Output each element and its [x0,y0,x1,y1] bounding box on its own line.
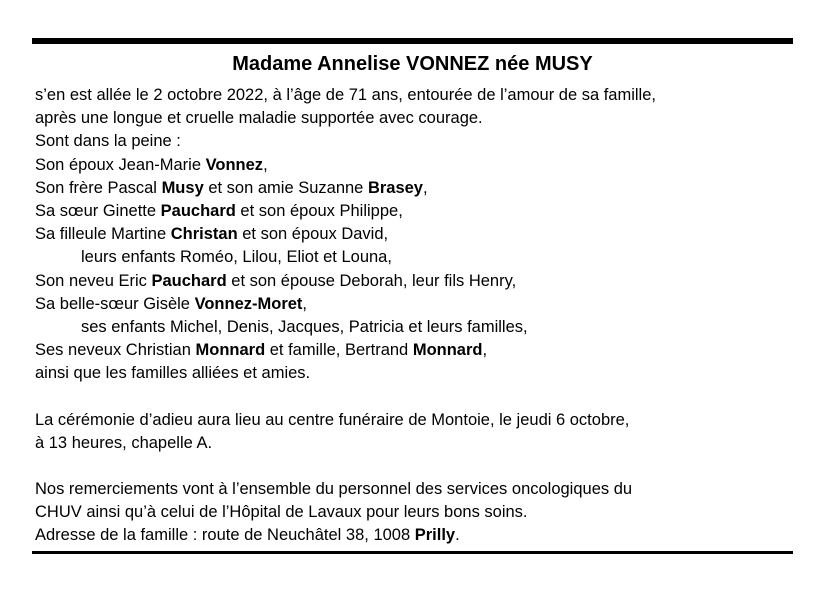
ceremony-line: La cérémonie d’adieu aura lieu au centre funéraire de Montoie, le jeudi 6 octobre, [35,410,630,429]
mourner-line: Sa belle-sœur Gisèle Vonnez-Moret, [35,294,308,313]
family-name: Christan [170,225,238,244]
family-name: Pauchard [160,202,236,221]
mourner-line-indented: leurs enfants Roméo, Lilou, Eliot et Louna, [81,248,392,267]
mourner-line: Sa sœur Ginette Pauchard et son époux Philippe, [35,202,403,221]
mourner-line: ainsi que les familles alliées et amies. [35,364,311,383]
mourner-line: Sa filleule Martine Christan et son époux David, [35,225,389,244]
family-name: Monnard [412,341,483,360]
ceremony-line: à 13 heures, chapelle A. [35,433,213,452]
family-name: Vonnez-Moret [194,294,303,313]
intro-line: s’en est allée le 2 octobre 2022, à l’âge de 71 ans, entourée de l’amour de sa famille, [35,86,656,104]
family-name: Pauchard [151,271,227,290]
thanks-paragraph [35,478,793,548]
intro-line: Sont dans la peine : [35,132,181,151]
family-name: Musy [161,178,204,197]
obituary-title: Madame Annelise VONNEZ née MUSY [232,53,593,75]
thanks-line: CHUV ainsi qu’à celui de l’Hôpital de Lavaux pour leurs bons soins. [35,503,528,522]
mourner-line: Son neveu Eric Pauchard et son épouse Deborah, leur fils Henry, [35,271,517,290]
family-name: Monnard [195,341,266,360]
obituary-body [32,84,793,548]
family-address: Adresse de la famille : route de Neuchâtel 38, 1008 Prilly. [35,526,460,545]
mourner-line: Son époux Jean-Marie Vonnez, [35,155,268,174]
obituary-notice [32,38,793,554]
intro-line: après une longue et cruelle maladie supportée avec courage. [35,109,483,128]
thanks-line: Nos remerciements vont à l’ensemble du personnel des services oncologiques du [35,480,633,499]
family-name: Vonnez [205,155,264,174]
mourner-line: Son frère Pascal Musy et son amie Suzanne Brasey, [35,178,428,197]
family-name: Brasey [367,178,423,197]
address-city: Prilly [414,526,456,545]
mourner-line-indented: ses enfants Michel, Denis, Jacques, Patricia et leurs familles, [81,318,528,337]
mourner-line: Ses neveux Christian Monnard et famille, Bertrand Monnard, [35,341,488,360]
ceremony-paragraph [35,409,793,455]
bottom-rule [32,551,793,554]
top-rule [32,38,793,44]
